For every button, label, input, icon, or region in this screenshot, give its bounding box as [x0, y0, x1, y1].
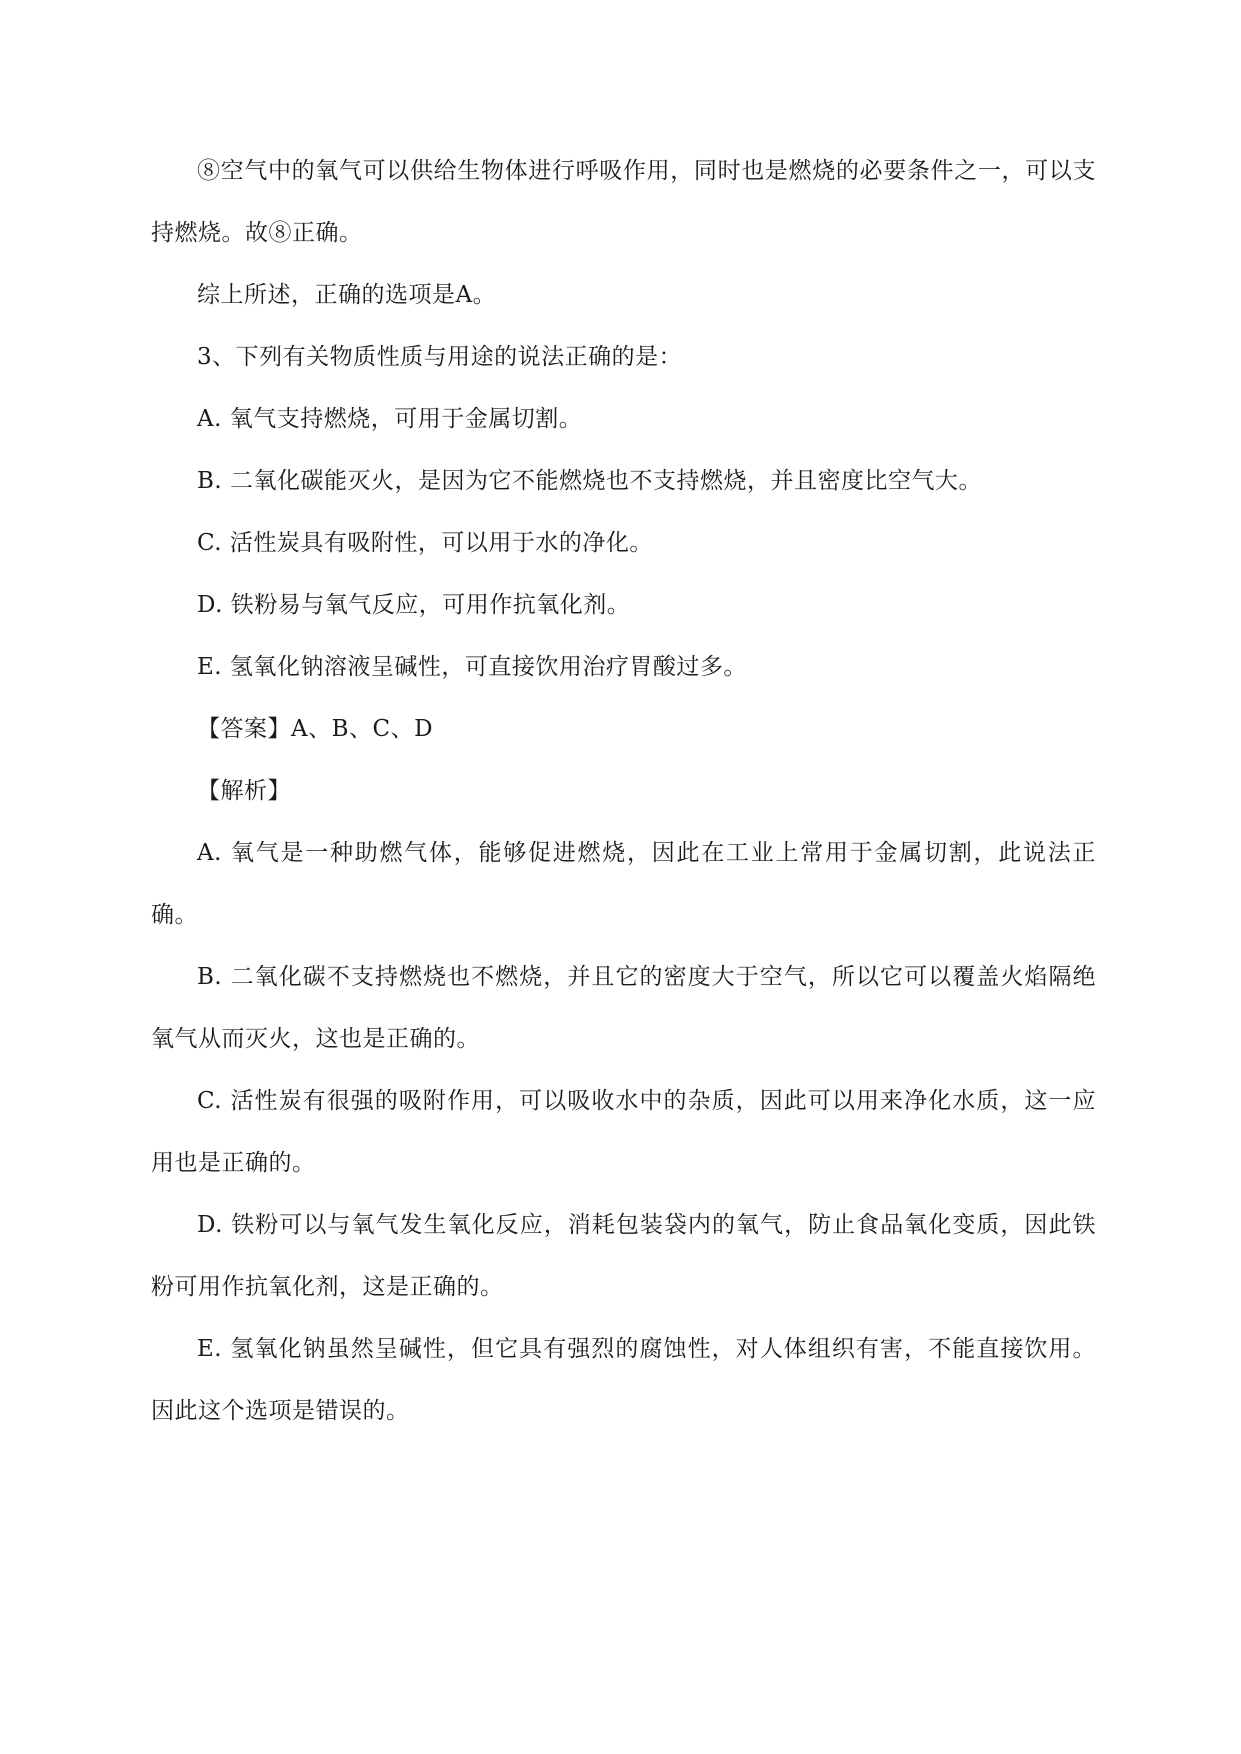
document-body	[151, 140, 1096, 1442]
analysis-heading: 【解析】	[197, 778, 291, 804]
analysis-c: C. 活性炭有很强的吸附作用，可以吸收水中的杂质，因此可以用来净化水质，这一应用也是正确的。	[151, 1088, 1096, 1176]
analysis-a: A. 氧气是一种助燃气体，能够促进燃烧，因此在工业上常用于金属切割，此说法正确。	[151, 840, 1096, 928]
option-d: D. 铁粉易与氧气反应，可用作抗氧化剂。	[197, 592, 631, 618]
paragraph-summary: 综上所述，正确的选项是A。	[197, 282, 497, 308]
analysis-e: E. 氢氧化钠虽然呈碱性，但它具有强烈的腐蚀性，对人体组织有害，不能直接饮用。因此这个选项是错误的。	[151, 1336, 1096, 1424]
question-3-stem: 3、下列有关物质性质与用途的说法正确的是：	[197, 344, 683, 370]
answer-line: 【答案】A、B、C、D	[197, 716, 434, 742]
option-e: E. 氢氧化钠溶液呈碱性，可直接饮用治疗胃酸过多。	[197, 654, 747, 680]
analysis-b: B. 二氧化碳不支持燃烧也不燃烧，并且它的密度大于空气，所以它可以覆盖火焰隔绝氧气从而灭火，这也是正确的。	[151, 964, 1096, 1052]
paragraph-point-8: ⑧空气中的氧气可以供给生物体进行呼吸作用，同时也是燃烧的必要条件之一，可以支持燃烧。故⑧正确。	[151, 158, 1096, 246]
option-b: B. 二氧化碳能灭火，是因为它不能燃烧也不支持燃烧，并且密度比空气大。	[197, 468, 983, 494]
analysis-d: D. 铁粉可以与氧气发生氧化反应，消耗包装袋内的氧气，防止食品氧化变质，因此铁粉可用作抗氧化剂，这是正确的。	[151, 1212, 1096, 1300]
option-a: A. 氧气支持燃烧，可用于金属切割。	[197, 406, 583, 432]
option-c: C. 活性炭具有吸附性，可以用于水的净化。	[197, 530, 653, 556]
